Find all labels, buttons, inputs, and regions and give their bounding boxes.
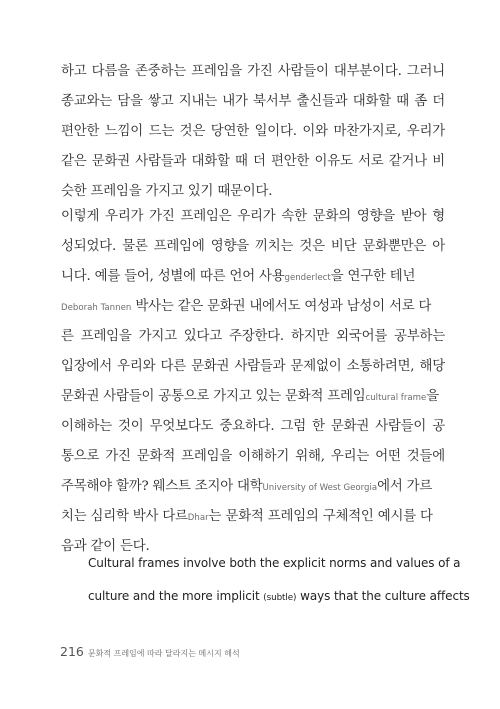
quote-segment: culture and the more implicit	[88, 589, 264, 603]
text-line: 통으로 가진 문화적 프레임을 이해하기 위해, 우리는 어떤 것들에	[61, 449, 445, 464]
text-segment: 을	[426, 389, 440, 404]
text-line: 같은 문화권 사람들과 대화할 때 더 편안한 이유도 서로 같거나 비	[61, 154, 445, 169]
text-line: 편안한 느낌이 드는 것은 당연한 일이다. 이와 마찬가지로, 우리가	[61, 124, 445, 139]
body-paragraph-2	[61, 202, 445, 562]
text-segment: 문화권 사람들이 공통으로 가지고 있는 문화적 프레임	[61, 389, 366, 404]
english-gloss: Deborah Tannen	[61, 303, 132, 313]
running-title: 문화적 프레임에 따라 달라지는 메시지 해석	[87, 649, 240, 658]
text-line: 성되었다. 물론 프레임에 영향을 끼치는 것은 비단 문화뿐만은 아	[61, 239, 445, 254]
quote-parenthetical: (subtle)	[263, 593, 297, 603]
text-segment: 니다. 예를 들어, 성별에 따른 언어 사용	[61, 269, 285, 284]
text-line	[61, 472, 445, 502]
text-line	[61, 262, 445, 292]
page-number: 216	[60, 644, 84, 659]
quote-segment: ways that the culture affects	[296, 589, 470, 603]
text-segment: 치는 심리학 박사 다르	[61, 509, 188, 524]
text-line: 른 프레임을 가지고 있다고 주장한다. 하지만 외국어를 공부하는	[61, 329, 445, 344]
page-footer	[60, 642, 240, 660]
text-line: 입장에서 우리와 다른 문화권 사람들과 문제없이 소통하려면, 해당	[61, 359, 445, 374]
text-segment: 주목해야 할까? 웨스트 조지아 대학	[61, 479, 263, 494]
text-line	[61, 292, 445, 322]
quote-line	[88, 580, 470, 613]
text-line: 음과 같이 든다.	[61, 539, 150, 554]
english-quote	[88, 547, 470, 613]
text-line	[61, 382, 445, 412]
text-line: 슷한 프레임을 가지고 있기 때문이다.	[61, 184, 273, 199]
english-gloss: Dhar	[187, 513, 209, 523]
text-segment: 박사는 같은 문화권 내에서도 여성과 남성이 서로 다	[131, 299, 432, 314]
english-gloss: genderlect	[284, 273, 331, 283]
text-line: 이렇게 우리가 가진 프레임은 우리가 속한 문화의 영향을 받아 형	[61, 209, 445, 224]
english-gloss: cultural frame	[365, 393, 427, 403]
text-line: 종교와는 담을 쌓고 지내는 내가 북서부 출신들과 대화할 때 좀 더	[61, 94, 445, 109]
text-line: 하고 다름을 존중하는 프레임을 가진 사람들이 대부분이다. 그러니	[61, 64, 445, 79]
text-line	[61, 502, 445, 532]
text-segment: 에서 가르	[377, 479, 433, 494]
quote-line: Cultural frames involve both the explicit norms and values of a	[88, 556, 461, 570]
english-gloss: University of West Georgia	[262, 483, 378, 493]
text-segment: 을 연구한 테넌	[330, 269, 416, 284]
body-paragraph-1	[61, 57, 445, 207]
text-line: 이해하는 것이 무엇보다도 중요하다. 그럼 한 문화권 사람들이 공	[61, 419, 445, 434]
text-segment: 는 문화적 프레임의 구체적인 예시를 다	[208, 509, 433, 524]
